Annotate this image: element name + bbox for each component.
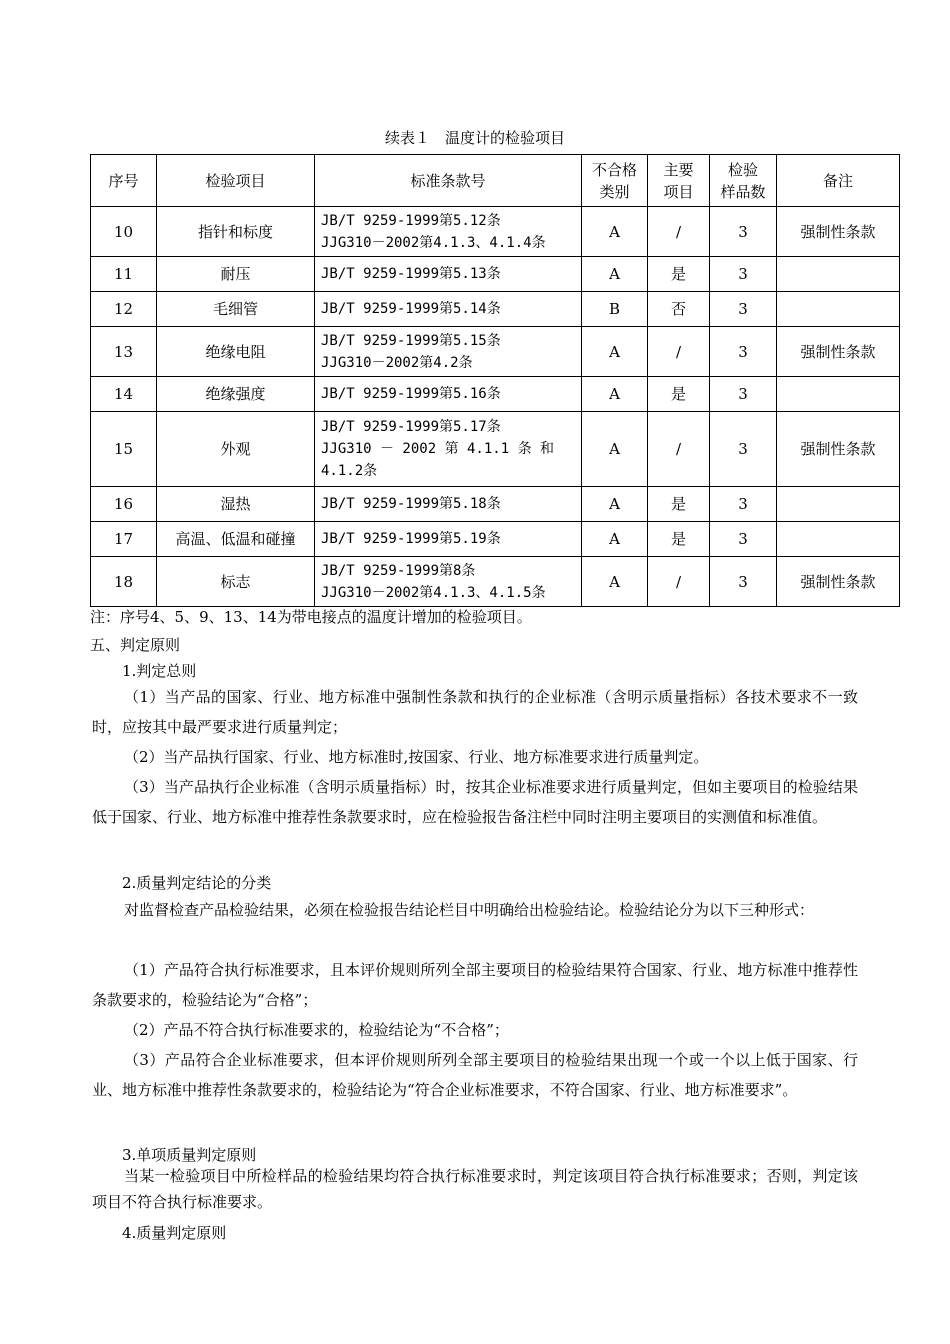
cell-seq: 18	[91, 557, 157, 607]
table-row	[91, 557, 900, 607]
cell-samples: 3	[710, 292, 777, 327]
paragraph: （3）产品符合企业标准要求，但本评价规则所列全部主要项目的检验结果出现一个或一个以上低于国家、行业、地方标准中推荐性条款要求的，检验结论为“符合企业标准要求，不符合国家、行业、地方标准要求”。	[92, 1051, 858, 1099]
cell-class: A	[582, 487, 648, 522]
cell-samples: 3	[710, 377, 777, 412]
header-nonconform: 不合格 类别	[582, 155, 648, 207]
cell-item: 绝缘电阻	[157, 327, 315, 377]
cell-item: 绝缘强度	[157, 377, 315, 412]
cell-samples: 3	[710, 327, 777, 377]
cell-standard: JB/T 9259-1999第5.18条	[315, 487, 582, 522]
cell-seq: 10	[91, 207, 157, 257]
cell-seq: 11	[91, 257, 157, 292]
cell-samples: 3	[710, 207, 777, 257]
paragraph: （1）产品符合执行标准要求，且本评价规则所列全部主要项目的检验结果符合国家、行业、地方标准中推荐性条款要求的，检验结论为“合格”；	[92, 961, 858, 1009]
cell-class: A	[582, 327, 648, 377]
cell-remark: 强制性条款	[777, 207, 900, 257]
table-row	[91, 487, 900, 522]
paragraph: 对监督检查产品检验结果，必须在检验报告结论栏目中明确给出检验结论。检验结论分为以下三种形式：	[124, 901, 815, 919]
subsection-title-2: 2.质量判定结论的分类	[122, 874, 272, 892]
cell-standard: JB/T 9259-1999第8条 JJG310－2002第4.1.3、4.1.5条	[315, 557, 582, 607]
header-major: 主要 项目	[648, 155, 710, 207]
paragraph: 当某一检验项目中所检样品的检验结果均符合执行标准要求时，判定该项目符合执行标准要求；否则，判定该项目不符合执行标准要求。	[92, 1167, 858, 1211]
cell-samples: 3	[710, 557, 777, 607]
cell-seq: 15	[91, 412, 157, 487]
paragraph: （2）产品不符合执行标准要求的，检验结论为“不合格”；	[124, 1021, 509, 1039]
cell-standard: JB/T 9259-1999第5.19条	[315, 522, 582, 557]
cell-seq: 17	[91, 522, 157, 557]
cell-standard: JB/T 9259-1999第5.17条 JJG310 － 2002 第 4.1.1 条 和 4.1.2条	[315, 412, 582, 487]
table-row	[91, 327, 900, 377]
cell-class: A	[582, 257, 648, 292]
cell-class: B	[582, 292, 648, 327]
cell-remark	[777, 522, 900, 557]
cell-standard: JB/T 9259-1999第5.16条	[315, 377, 582, 412]
section-title: 五、判定原则	[90, 636, 181, 654]
cell-remark: 强制性条款	[777, 327, 900, 377]
cell-seq: 12	[91, 292, 157, 327]
cell-remark	[777, 292, 900, 327]
cell-samples: 3	[710, 487, 777, 522]
cell-major: /	[648, 207, 710, 257]
cell-seq: 13	[91, 327, 157, 377]
cell-item: 高温、低温和碰撞	[157, 522, 315, 557]
cell-item: 标志	[157, 557, 315, 607]
cell-standard: JB/T 9259-1999第5.14条	[315, 292, 582, 327]
cell-class: A	[582, 557, 648, 607]
header-standard: 标准条款号	[315, 155, 582, 207]
paragraph: （2）当产品执行国家、行业、地方标准时,按国家、行业、地方标准要求进行质量判定。	[124, 748, 709, 766]
subsection-title-3: 3.单项质量判定原则	[122, 1146, 257, 1164]
cell-major: 是	[648, 522, 710, 557]
cell-remark: 强制性条款	[777, 412, 900, 487]
cell-remark	[777, 377, 900, 412]
cell-item: 外观	[157, 412, 315, 487]
cell-item: 指针和标度	[157, 207, 315, 257]
cell-samples: 3	[710, 522, 777, 557]
cell-seq: 16	[91, 487, 157, 522]
header-samples: 检验 样品数	[710, 155, 777, 207]
cell-remark	[777, 487, 900, 522]
subsection-title-4: 4.质量判定原则	[122, 1224, 227, 1242]
paragraph: （1）当产品的国家、行业、地方标准中强制性条款和执行的企业标准（含明示质量指标）各技术要求不一致时，应按其中最严要求进行质量判定；	[92, 688, 858, 736]
cell-major: /	[648, 412, 710, 487]
cell-remark	[777, 257, 900, 292]
table-row	[91, 522, 900, 557]
cell-class: A	[582, 412, 648, 487]
inspection-table	[90, 154, 900, 607]
table-row	[91, 207, 900, 257]
cell-major: 是	[648, 257, 710, 292]
table-row	[91, 377, 900, 412]
cell-standard: JB/T 9259-1999第5.12条 JJG310－2002第4.1.3、4.1.4条	[315, 207, 582, 257]
cell-samples: 3	[710, 257, 777, 292]
table-row	[91, 412, 900, 487]
cell-major: /	[648, 327, 710, 377]
header-item: 检验项目	[157, 155, 315, 207]
cell-seq: 14	[91, 377, 157, 412]
table-row	[91, 292, 900, 327]
cell-major: 否	[648, 292, 710, 327]
cell-class: A	[582, 377, 648, 412]
cell-samples: 3	[710, 412, 777, 487]
table-caption: 续表１ 温度计的检验项目	[384, 129, 565, 147]
table-note: 注：序号4、5、9、13、14为带电接点的温度计增加的检验项目。	[90, 608, 532, 626]
cell-major: 是	[648, 377, 710, 412]
cell-item: 毛细管	[157, 292, 315, 327]
table-row	[91, 257, 900, 292]
cell-class: A	[582, 522, 648, 557]
header-seq: 序号	[91, 155, 157, 207]
cell-class: A	[582, 207, 648, 257]
paragraph: （3）当产品执行企业标准（含明示质量指标）时，按其企业标准要求进行质量判定，但如主要项目的检验结果低于国家、行业、地方标准中推荐性条款要求时，应在检验报告备注栏中同时注明主要项目的实测值和标准值。	[92, 778, 858, 826]
table-header-row	[91, 155, 900, 207]
cell-standard: JB/T 9259-1999第5.13条	[315, 257, 582, 292]
cell-remark: 强制性条款	[777, 557, 900, 607]
cell-major: 是	[648, 487, 710, 522]
cell-item: 湿热	[157, 487, 315, 522]
subsection-title-1: 1.判定总则	[122, 662, 197, 680]
cell-major: /	[648, 557, 710, 607]
header-remark: 备注	[777, 155, 900, 207]
cell-item: 耐压	[157, 257, 315, 292]
cell-standard: JB/T 9259-1999第5.15条 JJG310－2002第4.2条	[315, 327, 582, 377]
